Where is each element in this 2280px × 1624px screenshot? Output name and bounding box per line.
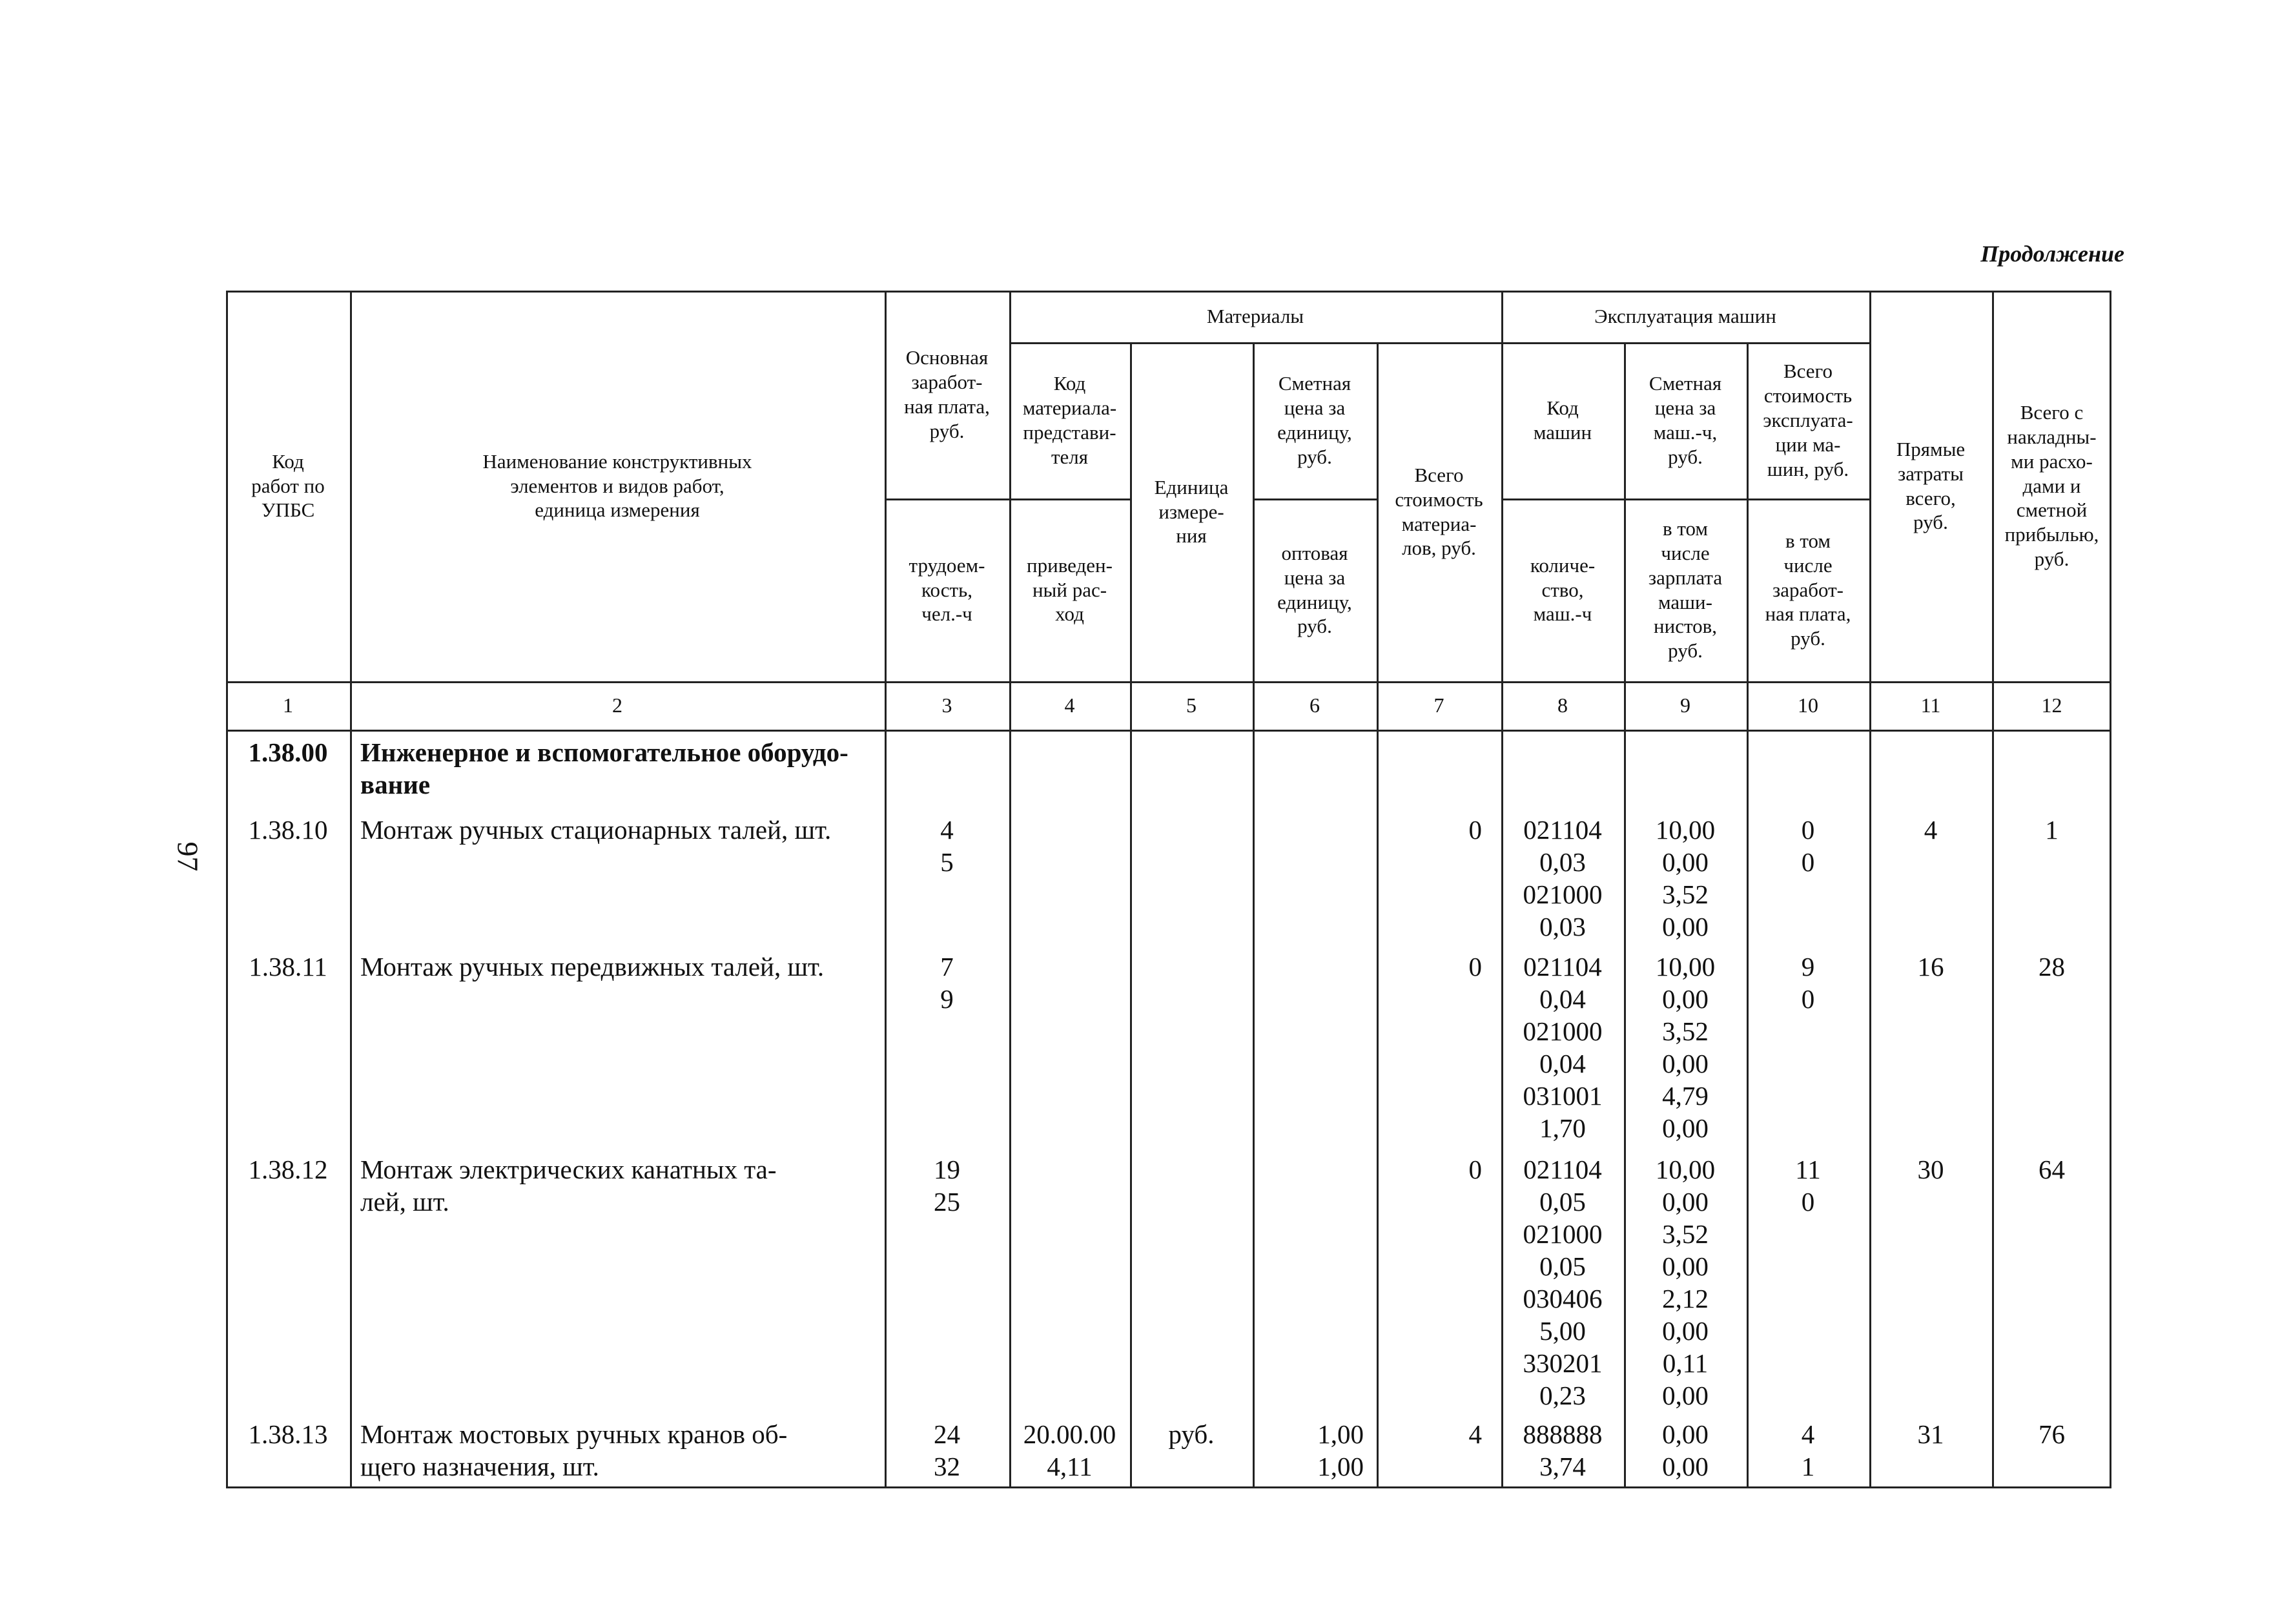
column-number: 12 [2041, 693, 2062, 717]
row-salary-labor: 24 32 [934, 1419, 960, 1481]
column-number: 5 [1186, 693, 1196, 717]
row-direct-costs: 16 [1917, 952, 1944, 982]
header-machine-price: Сметная цена за маш.-ч, руб. [1648, 372, 1722, 468]
row-machine-code: 888888 3,74 [1523, 1419, 1603, 1481]
row-material-code: 20.00.00 4,11 [1023, 1419, 1116, 1481]
row-price: 1,00 1,00 [1317, 1419, 1364, 1481]
row-machine-total: 11 0 [1795, 1155, 1821, 1217]
column-number: 11 [1920, 693, 1941, 717]
row-machine-price: 10,00 0,00 3,52 0,00 [1655, 815, 1716, 941]
header-salary: Основная заработ- ная плата, руб. [904, 346, 990, 442]
header-code: Код работ по УПБС [251, 449, 325, 522]
row-machine-total: 4 1 [1801, 1419, 1815, 1481]
row-total-overhead: 1 [2045, 815, 2059, 845]
section-code: 1.38.00 [248, 737, 328, 767]
row-direct-costs: 31 [1917, 1419, 1944, 1449]
row-total-overhead: 76 [2039, 1419, 2065, 1449]
header-machine-code: Код машин [1533, 396, 1592, 444]
row-name: Монтаж электрических канатных та- лей, шт. [360, 1155, 777, 1217]
row-direct-costs: 30 [1917, 1155, 1944, 1184]
row-materials-total: 4 [1468, 1419, 1482, 1449]
header-labor: трудоем- кость, чел.-ч [909, 553, 985, 626]
header-wholesale-price: оптовая цена за единицу, руб. [1277, 541, 1352, 638]
header-machine-hours: количе- ство, маш.-ч [1530, 553, 1596, 626]
column-number: 7 [1433, 693, 1444, 717]
row-materials-total: 0 [1468, 952, 1482, 982]
header-total-overhead: Всего с накладны- ми расхо- дами и сметной прибылью, руб. [2004, 401, 2099, 571]
row-materials-total: 0 [1468, 1155, 1482, 1184]
header-machine-total: Всего стоимость эксплуата- ции ма- шин, руб. [1763, 360, 1853, 480]
row-machine-price: 10,00 0,00 3,52 0,00 4,79 0,00 [1655, 952, 1716, 1143]
column-number: 3 [941, 693, 952, 717]
row-machine-total: 9 0 [1801, 952, 1815, 1014]
header-materials-total: Всего стоимость материа- лов, руб. [1395, 463, 1483, 560]
header-estimate-price: Сметная цена за единицу, руб. [1277, 372, 1352, 468]
row-machine-price: 0,00 0,00 [1662, 1419, 1709, 1481]
header-direct-costs: Прямые затраты всего, руб. [1896, 437, 1966, 534]
number-row-bottom-line [226, 730, 2111, 732]
column-number: 4 [1064, 693, 1075, 717]
row-total-overhead: 28 [2039, 952, 2065, 982]
continuation-label: Продолжение [1980, 241, 2124, 267]
row-salary-labor: 7 9 [940, 952, 954, 1014]
row-machine-code: 021104 0,04 021000 0,04 031001 1,70 [1523, 952, 1603, 1143]
row-machine-code: 021104 0,05 021000 0,05 030406 5,00 330201 0,23 [1523, 1155, 1603, 1410]
row-machine-price: 10,00 0,00 3,52 0,00 2,12 0,00 0,11 0,00 [1655, 1155, 1716, 1410]
row-name: Монтаж ручных стационарных талей, шт. [360, 815, 832, 845]
header-materials: Материалы [1206, 305, 1304, 328]
header-name: Наименование конструктивных элементов и видов работ, единица измерения [482, 449, 752, 522]
row-total-overhead: 64 [2039, 1155, 2065, 1184]
row-materials-total: 0 [1468, 815, 1482, 845]
estimate-table [226, 291, 2111, 1488]
header-operator-wage: в том числе зарплата маши- нистов, руб. [1648, 517, 1723, 663]
header-machine-wage: в том числе заработ- ная плата, руб. [1765, 529, 1851, 650]
column-number: 1 [283, 693, 293, 717]
header-unit: Единица измере- ния [1154, 475, 1229, 548]
row-salary-labor: 19 25 [934, 1155, 960, 1217]
column-number: 10 [1798, 693, 1818, 717]
header-material-consumption: приведен- ный рас- ход [1027, 553, 1113, 626]
row-code: 1.38.12 [248, 1155, 328, 1184]
row-unit: руб. [1168, 1419, 1215, 1449]
page-number: 97 [171, 841, 205, 872]
section-title: Инженерное и вспомогательное оборудо- вание [360, 737, 848, 799]
row-name: Монтаж ручных передвижных талей, шт. [360, 952, 825, 982]
header-material-code: Код материала- представи- теля [1022, 372, 1117, 468]
row-code: 1.38.10 [248, 815, 328, 845]
row-name: Монтаж мостовых ручных кранов об- щего назначения, шт. [360, 1419, 788, 1481]
column-number: 9 [1680, 693, 1690, 717]
row-machine-total: 0 0 [1801, 815, 1815, 877]
header-machines: Эксплуатация машин [1594, 305, 1776, 328]
column-number: 6 [1309, 693, 1320, 717]
row-salary-labor: 4 5 [940, 815, 954, 877]
column-number: 2 [612, 693, 622, 717]
row-machine-code: 021104 0,03 021000 0,03 [1523, 815, 1603, 941]
row-code: 1.38.13 [248, 1419, 328, 1449]
row-code: 1.38.11 [249, 952, 327, 982]
row-direct-costs: 4 [1924, 815, 1938, 845]
column-number: 8 [1557, 693, 1568, 717]
